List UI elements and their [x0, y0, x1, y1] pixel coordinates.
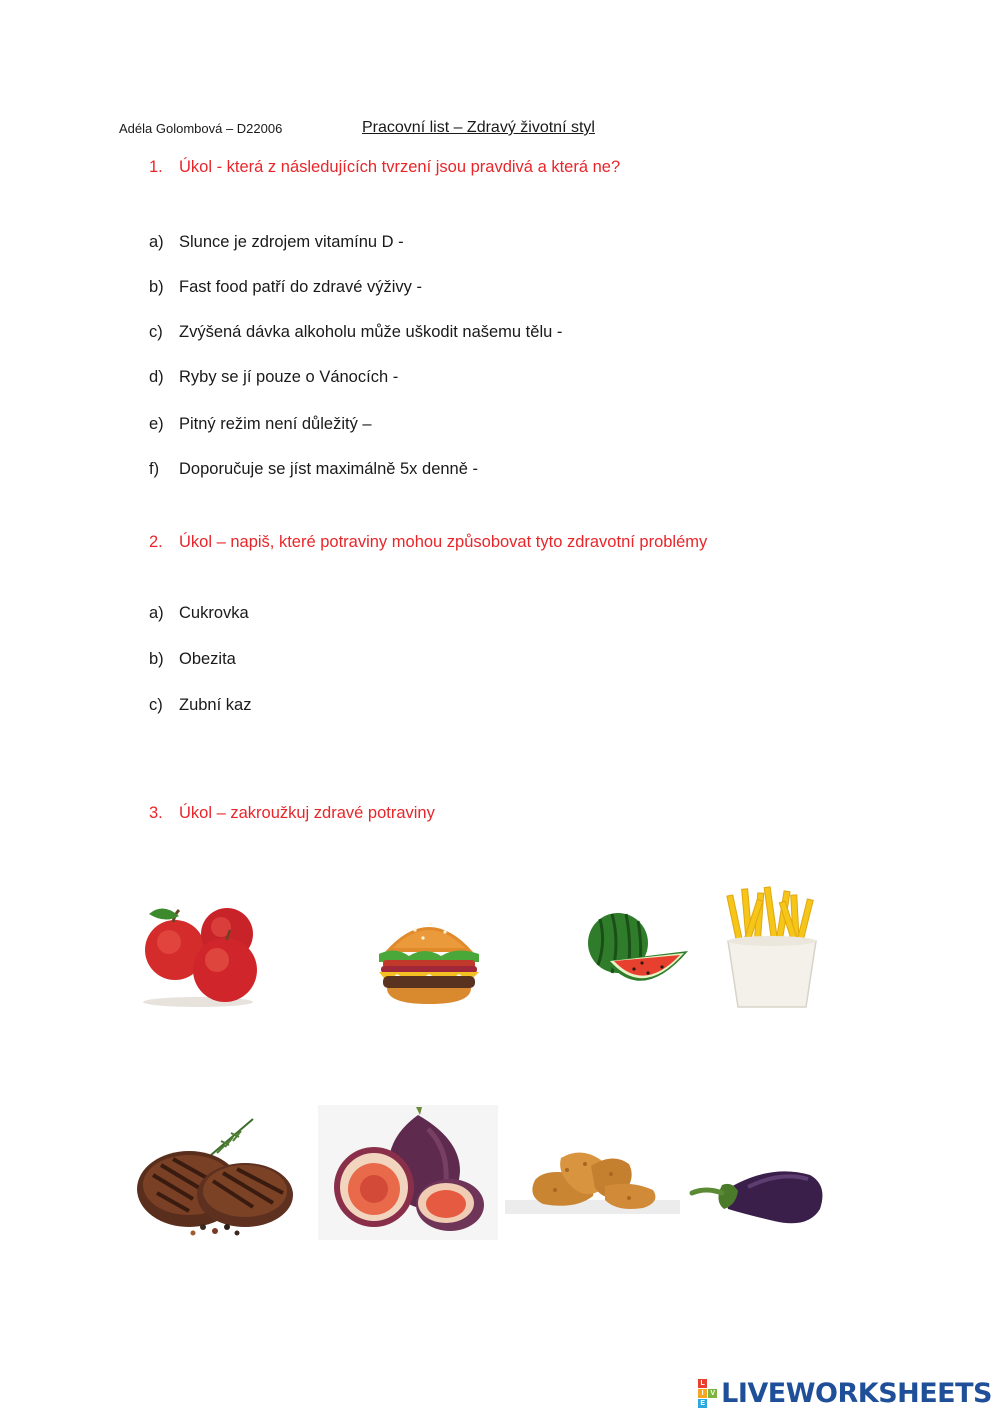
logo-text: LIVEWORKSHEETS — [721, 1377, 992, 1409]
item-marker: c) — [149, 696, 163, 714]
item-text: Ryby se jí pouze o Vánocích - — [179, 368, 399, 386]
logo-letter: I — [698, 1389, 707, 1398]
apples-image[interactable] — [133, 900, 263, 1010]
item-marker: c) — [149, 323, 163, 341]
item-marker: a) — [149, 233, 164, 251]
item-text: Zubní kaz — [179, 696, 252, 714]
item-marker: d) — [149, 368, 164, 386]
logo-letter: V — [708, 1389, 717, 1398]
item-text: Doporučuje se jíst maximálně 5x denně - — [179, 460, 478, 478]
logo-letter: L — [698, 1379, 707, 1388]
task-1-text: Úkol - která z následujících tvrzení jsou pravdivá a která ne? — [179, 158, 621, 176]
logo-letter: E — [698, 1399, 707, 1408]
french-fries-image[interactable] — [722, 885, 822, 1013]
item-text: Zvýšená dávka alkoholu může uškodit našemu tělu - — [179, 323, 563, 341]
liveworksheets-logo — [698, 1378, 992, 1408]
logo-blocks-icon — [698, 1379, 717, 1408]
figs-image[interactable] — [318, 1105, 498, 1240]
task-3-number: 3. — [149, 804, 163, 822]
watermelon-image[interactable] — [582, 903, 692, 993]
steak-image[interactable] — [133, 1115, 298, 1240]
item-marker: b) — [149, 650, 164, 668]
item-marker: e) — [149, 415, 164, 433]
author-label: Adéla Golombová – D22006 — [119, 121, 283, 136]
task-3-text: Úkol – zakroužkuj zdravé potraviny — [179, 804, 435, 822]
task-2-text: Úkol – napiš, které potraviny mohou způsobovat tyto zdravotní problémy — [179, 533, 708, 551]
chicken-strips-image[interactable] — [505, 1140, 680, 1225]
eggplant-image[interactable] — [688, 1165, 828, 1233]
hamburger-image[interactable] — [375, 908, 483, 1008]
task-2-number: 2. — [149, 533, 163, 551]
item-text: Slunce je zdrojem vitamínu D - — [179, 233, 404, 251]
item-text: Obezita — [179, 650, 236, 668]
item-marker: b) — [149, 278, 164, 296]
item-text: Fast food patří do zdravé výživy - — [179, 278, 423, 296]
item-text: Pitný režim není důležitý – — [179, 415, 372, 433]
item-marker: f) — [149, 460, 160, 478]
item-marker: a) — [149, 604, 164, 622]
worksheet-title: Pracovní list – Zdravý životní styl — [362, 119, 595, 136]
item-text: Cukrovka — [179, 604, 249, 622]
task-1-number: 1. — [149, 158, 163, 176]
